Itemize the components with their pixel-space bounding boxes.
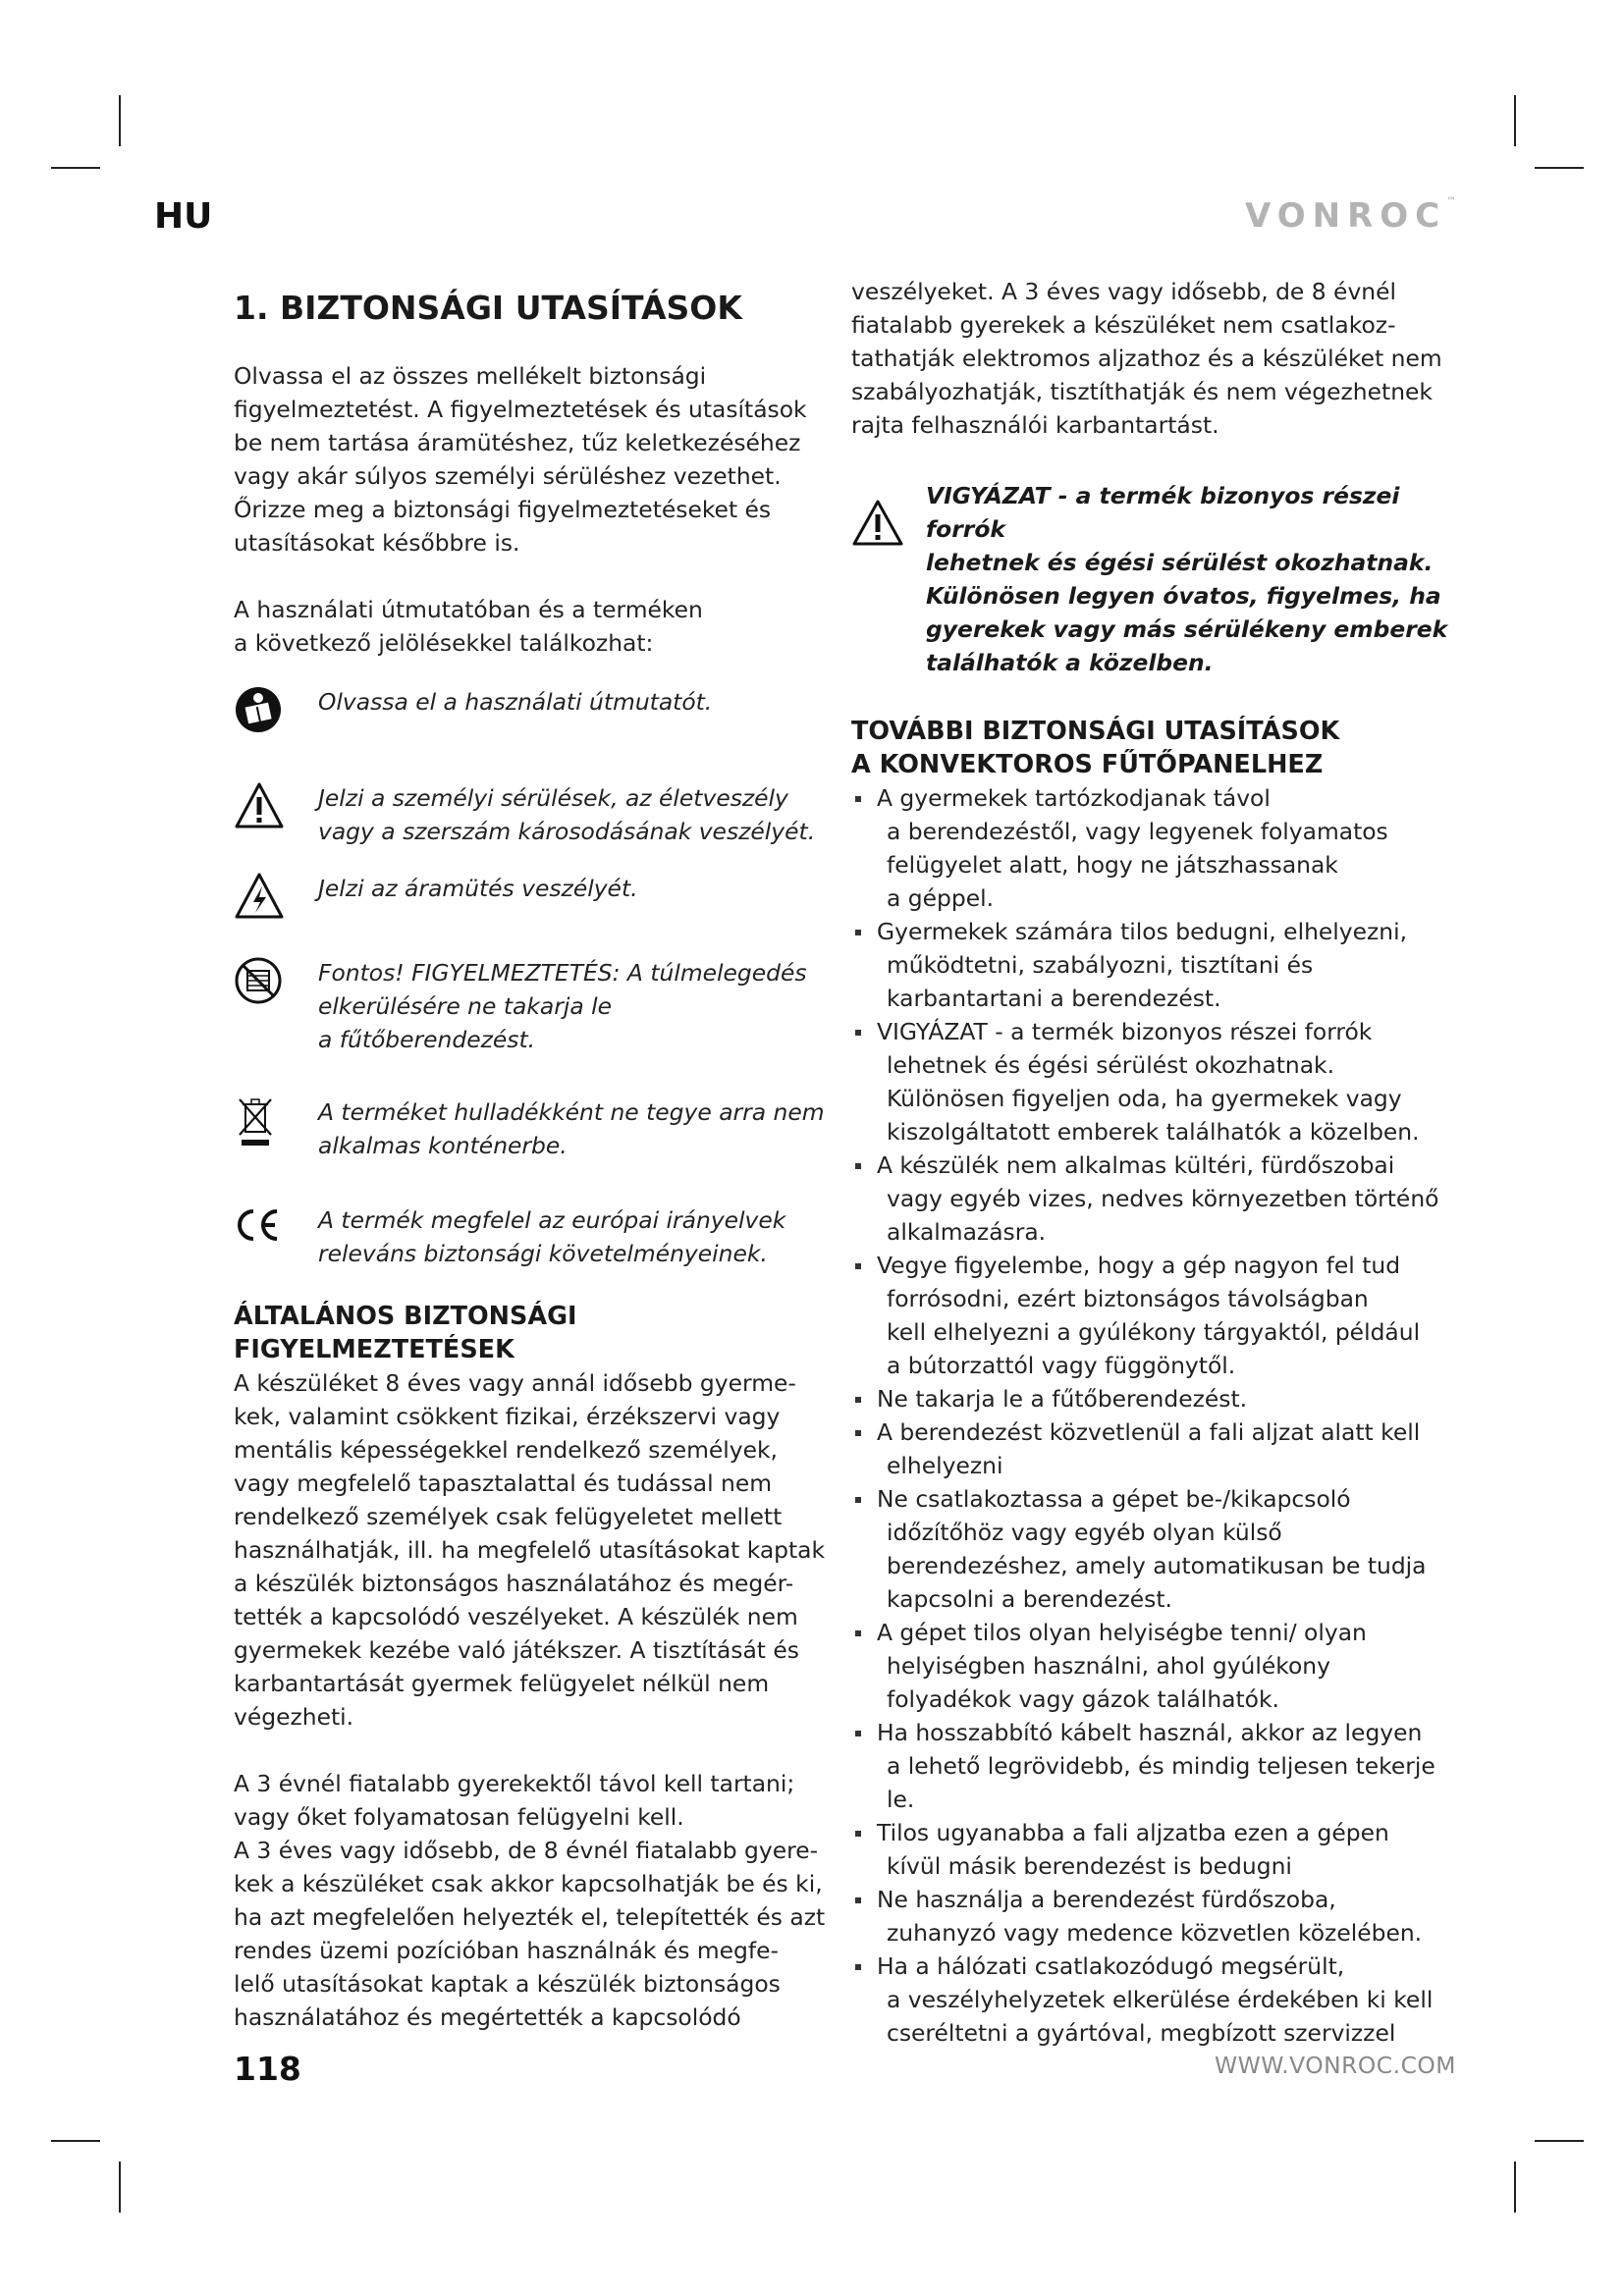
- text-line: Olvassa el az összes mellékelt biztonsági: [234, 362, 707, 390]
- text-line: kek a készüléket csak akkor kapcsolhatják be és ki,: [234, 1870, 823, 1897]
- caution-box: [851, 479, 1455, 679]
- text-line: alkalmas konténerbe.: [318, 1132, 568, 1159]
- text-line: Ne használja a berendezést fürdőszoba,: [877, 1886, 1336, 1913]
- text-line: releváns biztonsági követelményeinek.: [318, 1240, 768, 1267]
- text-line: FIGYELMEZTETÉSEK: [234, 1335, 514, 1364]
- symbol-row: [234, 781, 833, 848]
- text-line: rendelkező személyek csak felügyeletet mellett: [234, 1503, 783, 1530]
- general-paragraph-2: [234, 1767, 833, 2034]
- text-line: felügyelet alatt, hogy ne játszhassanak: [887, 851, 1338, 879]
- website-url: WWW.VONROC.COM: [1215, 2052, 1456, 2079]
- text-line: karbantartását gyermek felügyelet nélkül nem: [234, 1670, 770, 1697]
- crop-mark: [1514, 95, 1516, 146]
- text-line: A használati útmutatóban és a terméken: [234, 596, 703, 623]
- read-manual-icon-graphic: [234, 685, 283, 734]
- text-line: Jelzi a személyi sérülések, az életveszély: [318, 784, 788, 812]
- text-line: utasításokat későbbre is.: [234, 529, 520, 557]
- bullet-item: [851, 1148, 1455, 1249]
- text-line: használatához és megértették a kapcsolódó: [234, 2003, 741, 2031]
- bullet-item: [851, 1816, 1455, 1883]
- text-line: kapcsolni a berendezést.: [887, 1585, 1172, 1613]
- bullet-item: [851, 915, 1455, 1015]
- text-line: Őrizze meg a biztonsági figyelmeztetéseket és: [234, 496, 772, 523]
- text-line: forrósodni, ezért biztonságos távolságban: [887, 1285, 1369, 1312]
- ce-mark-icon: [234, 1203, 285, 1262]
- text-line: VIGYÁZAT - a termék bizonyos részei forrók: [877, 1018, 1373, 1045]
- text-line: karbantartani a berendezést.: [887, 985, 1221, 1012]
- text-line: Különösen legyen óvatos, figyelmes, ha: [926, 582, 1441, 610]
- text-line: a készülék biztonságos használatához és megér-: [234, 1570, 794, 1597]
- caution-text: [926, 479, 1455, 679]
- text-line: Ha a hálózati csatlakozódugó megsérült,: [877, 1952, 1345, 1980]
- text-line: A termék megfelel az európai irányelvek: [318, 1206, 786, 1234]
- symbol-description: [318, 1203, 833, 1270]
- text-line: veszélyeket. A 3 éves vagy idősebb, de 8 évnél: [851, 278, 1397, 305]
- text-line: időzítőhöz vagy egyéb olyan külső: [887, 1519, 1282, 1546]
- text-line: a lehető legrövidebb, és mindig teljesen tekerje le.: [887, 1752, 1435, 1813]
- text-line: zuhanyzó vagy medence közvetlen közelében.: [887, 1919, 1423, 1947]
- general-warnings-heading: [234, 1300, 833, 1366]
- text-line: A 3 éves vagy idősebb, de 8 évnél fiatalabb gyere-: [234, 1837, 819, 1864]
- text-line: vagy egyéb vizes, nedves környezetben történő: [887, 1185, 1439, 1212]
- crossed-bin-icon-graphic: [234, 1095, 277, 1148]
- bullet-item: [851, 1015, 1455, 1148]
- symbols-list: [234, 685, 833, 1270]
- text-line: kek, valamint csökkent fizikai, érzékszervi vagy: [234, 1403, 781, 1430]
- text-line: találhatók a közelben.: [926, 649, 1214, 676]
- bullet-item: [851, 781, 1455, 915]
- text-line: a bútorzattól vagy függönytől.: [887, 1352, 1236, 1379]
- warning-triangle-icon: [234, 781, 285, 840]
- section-title: 1. BIZTONSÁGI UTASÍTÁSOK: [234, 289, 742, 327]
- read-manual-icon: [234, 685, 285, 744]
- text-line: Különösen figyeljen oda, ha gyermekek vagy: [887, 1085, 1402, 1112]
- brand-trademark: ™: [1446, 196, 1457, 207]
- text-line: Ha hosszabbító kábelt használ, akkor az legyen: [877, 1719, 1423, 1746]
- symbol-row: [234, 872, 833, 931]
- text-line: A készülék nem alkalmas kültéri, fürdőszobai: [877, 1151, 1395, 1179]
- text-line: vagy megfelelő tapasztalattal és tudással nem: [234, 1469, 773, 1497]
- text-line: a géppel.: [887, 884, 995, 912]
- intro-paragraph: [234, 359, 833, 560]
- text-line: Ne takarja le a fűtőberendezést.: [877, 1385, 1248, 1413]
- symbols-intro: [234, 593, 833, 660]
- text-line: A készüléket 8 éves vagy annál idősebb gyerme-: [234, 1369, 796, 1397]
- right-column: [851, 275, 1455, 2050]
- crop-mark: [51, 167, 100, 169]
- text-line: végezheti.: [234, 1703, 354, 1731]
- symbol-description: [318, 956, 833, 1056]
- symbol-row: [234, 956, 833, 1056]
- text-line: VIGYÁZAT - a termék bizonyos részei forrók: [926, 482, 1400, 543]
- text-line: mentális képességekkel rendelkező személyek,: [234, 1436, 778, 1464]
- crop-mark: [51, 2140, 100, 2142]
- text-line: figyelmeztetést. A figyelmeztetések és utasítások: [234, 396, 807, 423]
- text-line: A gépet tilos olyan helyiségbe tenni/ olyan: [877, 1619, 1367, 1646]
- bullet-item: [851, 1249, 1455, 1382]
- crop-mark: [1535, 2140, 1584, 2142]
- text-line: berendezéshez, amely automatikusan be tudja: [887, 1552, 1427, 1579]
- brand-name: VONROC: [1245, 196, 1447, 236]
- text-line: lehetnek és égési sérülést okozhatnak.: [926, 549, 1434, 576]
- text-line: cseréltetni a gyártóval, megbízott szervizzel: [887, 2019, 1396, 2047]
- text-line: A KONVEKTOROS FŰTŐPANELHEZ: [851, 750, 1324, 779]
- text-line: rendes üzemi pozícióban használnák és megfe-: [234, 1937, 779, 1964]
- text-line: lehetnek és égési sérülést okozhatnak.: [887, 1051, 1335, 1079]
- symbol-row: [234, 1203, 833, 1270]
- symbol-description: [318, 1095, 833, 1162]
- text-line: gyerekek vagy más sérülékeny emberek: [926, 615, 1448, 643]
- ce-mark-icon-graphic: [234, 1203, 283, 1247]
- text-line: lelő utasításokat kaptak a készülék biztonságos: [234, 1970, 781, 1998]
- text-line: Tilos ugyanabba a fali aljzatba ezen a gépen: [877, 1819, 1389, 1846]
- bullet-item: [851, 1616, 1455, 1716]
- crop-mark: [119, 95, 121, 146]
- text-line: kell elhelyezni a gyúlékony tárgyaktól, például: [887, 1318, 1421, 1346]
- crop-mark: [119, 2162, 121, 2213]
- symbol-description: [318, 781, 833, 848]
- text-line: ÁLTALÁNOS BIZTONSÁGI: [234, 1302, 577, 1331]
- bullet-item: [851, 1415, 1455, 1482]
- continued-paragraph: [851, 275, 1455, 442]
- extra-safety-heading: [851, 715, 1455, 781]
- text-line: kívül másik berendezést is bedugni: [887, 1852, 1292, 1880]
- text-line: Gyermekek számára tilos bedugni, elhelyezni,: [877, 918, 1408, 945]
- brand-logo: [1245, 196, 1456, 236]
- bullet-item: [851, 1716, 1455, 1816]
- text-line: A terméket hulladékként ne tegye arra nem: [318, 1098, 825, 1126]
- text-line: működtetni, szabályozni, tisztítani és: [887, 951, 1314, 979]
- general-paragraph-1: [234, 1366, 833, 1734]
- bullet-item: [851, 1482, 1455, 1616]
- text-line: a következő jelölésekkel találkozhat:: [234, 629, 654, 657]
- warning-triangle-icon: [851, 479, 906, 552]
- text-line: kiszolgáltatott emberek találhatók a közelben.: [887, 1118, 1420, 1146]
- text-line: elkerülésére ne takarja le: [318, 992, 612, 1020]
- crossed-bin-icon: [234, 1095, 285, 1154]
- text-line: be nem tartása áramütéshez, tűz keletkezéséhez: [234, 429, 801, 456]
- text-line: Fontos! FIGYELMEZTETÉS: A túlmelegedés: [318, 959, 807, 987]
- symbol-row: [234, 685, 833, 744]
- electric-shock-icon: [234, 872, 285, 931]
- text-line: TOVÁBBI BIZTONSÁGI UTASÍTÁSOK: [851, 717, 1340, 746]
- bullet-item: [851, 1883, 1455, 1949]
- symbol-description: [318, 685, 833, 719]
- text-line: gyermekek kezébe való játékszer. A tisztítását és: [234, 1636, 799, 1664]
- text-line: folyadékok vagy gázok találhatók.: [887, 1685, 1279, 1713]
- symbol-description: [318, 872, 833, 905]
- text-line: rajta felhasználói karbantartást.: [851, 411, 1219, 439]
- crop-mark: [1514, 2162, 1516, 2213]
- text-line: fiatalabb gyerekek a készüléket nem csatlakoz-: [851, 311, 1396, 339]
- crop-mark: [1535, 167, 1584, 169]
- do-not-cover-icon: [234, 956, 285, 1015]
- text-line: Vegye figyelembe, hogy a gép nagyon fel tud: [877, 1252, 1401, 1279]
- text-line: elhelyezni: [887, 1452, 1003, 1479]
- text-line: A berendezést közvetlenül a fali aljzat alatt kell: [877, 1418, 1421, 1446]
- text-line: tathatják elektromos aljzathoz és a készüléket nem: [851, 345, 1442, 372]
- electric-shock-icon-graphic: [234, 872, 285, 921]
- text-line: vagy őket folyamatosan felügyelni kell.: [234, 1803, 684, 1831]
- bullet-item: [851, 1382, 1455, 1415]
- text-line: A gyermekek tartózkodjanak távol: [877, 784, 1271, 812]
- text-line: alkalmazásra.: [887, 1218, 1047, 1246]
- warning-triangle-icon-graphic: [234, 781, 285, 830]
- page-number: 118: [234, 2050, 301, 2088]
- bullet-item: [851, 1949, 1455, 2050]
- text-line: ha azt megfelelően helyezték el, telepítették és azt: [234, 1903, 826, 1931]
- left-column: [234, 275, 833, 2034]
- language-code: HU: [154, 196, 213, 237]
- text-line: használhatják, ill. ha megfelelő utasításokat kaptak: [234, 1536, 826, 1564]
- safety-bullet-list: [851, 781, 1455, 2050]
- symbol-row: [234, 1095, 833, 1162]
- text-line: helyiségben használni, ahol gyúlékony: [887, 1652, 1330, 1680]
- text-line: a fűtőberendezést.: [318, 1026, 536, 1053]
- text-line: Olvassa el a használati útmutatót.: [318, 688, 713, 716]
- text-line: a berendezéstől, vagy legyenek folyamatos: [887, 818, 1388, 845]
- text-line: A 3 évnél fiatalabb gyerekektől távol kell tartani;: [234, 1770, 795, 1797]
- text-line: Ne csatlakoztassa a gépet be-/kikapcsoló: [877, 1485, 1351, 1513]
- text-line: vagy a szerszám károsodásának veszélyét.: [318, 818, 816, 845]
- text-line: szabályozhatják, tisztíthatják és nem végezhetnek: [851, 378, 1433, 405]
- do-not-cover-icon-graphic: [234, 956, 283, 1005]
- text-line: tették a kapcsolódó veszélyeket. A készülék nem: [234, 1603, 798, 1630]
- text-line: a veszélyhelyzetek elkerülése érdekében ki kell: [887, 1986, 1434, 2013]
- text-line: Jelzi az áramütés veszélyét.: [318, 875, 638, 902]
- text-line: vagy akár súlyos személyi sérüléshez vezethet.: [234, 462, 782, 490]
